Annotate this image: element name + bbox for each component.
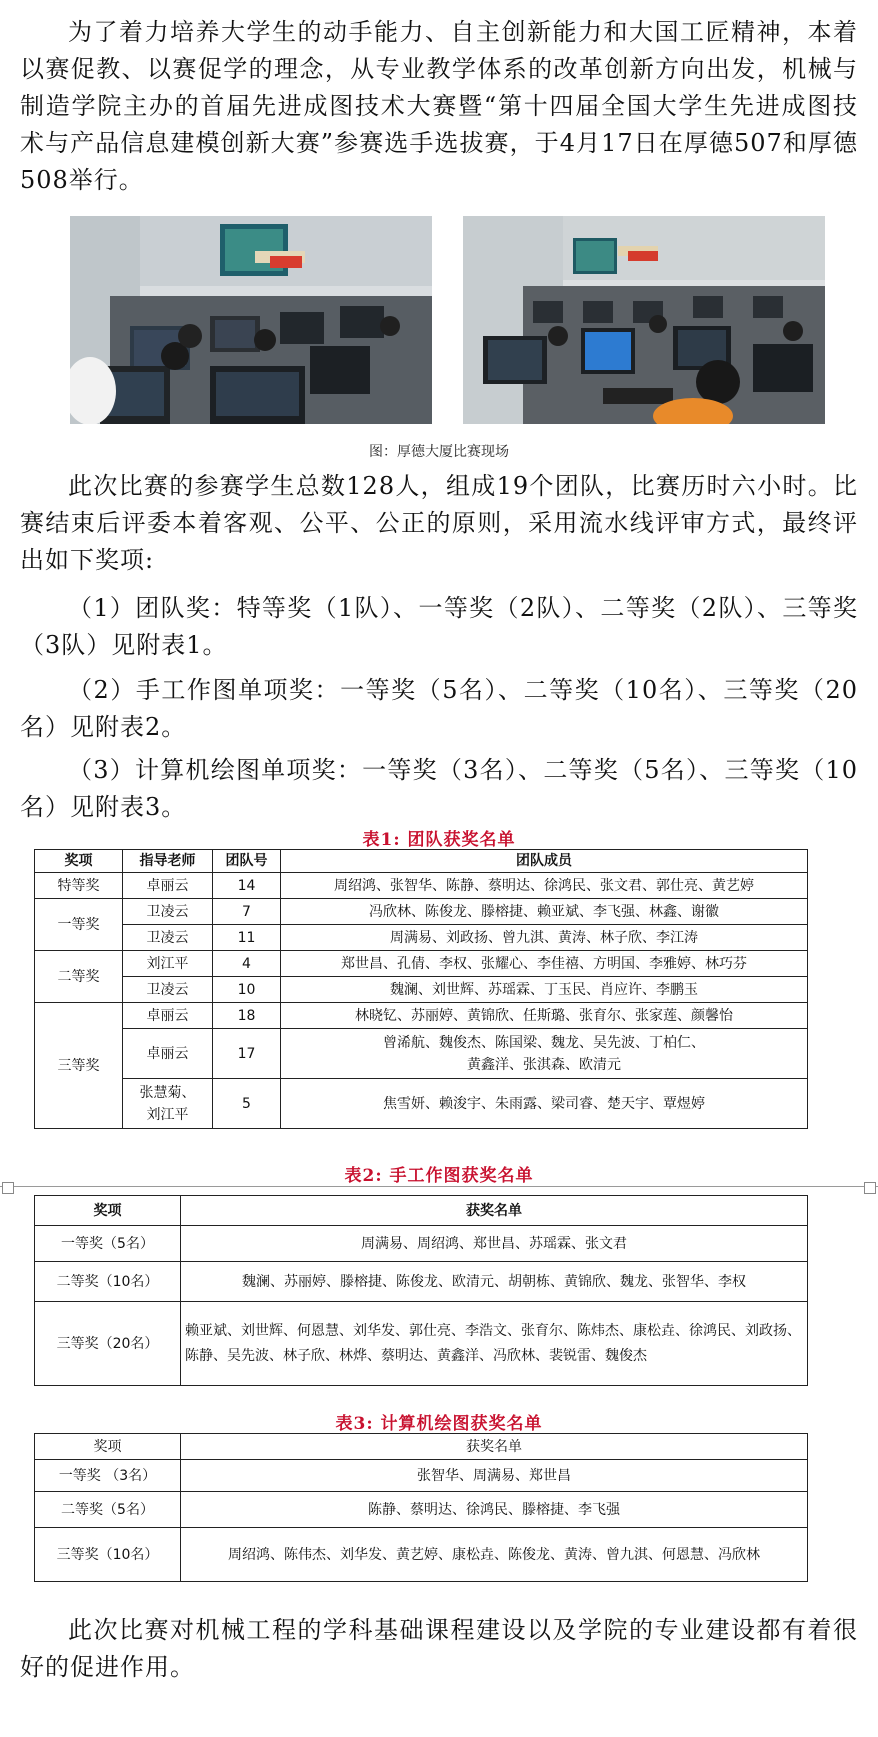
table1-caption: 表1: 团队获奖名单 [362,830,516,850]
award-cell: 一等奖 （3名） [35,1460,181,1492]
members-cell: 周满易、刘政扬、曾九淇、黄涛、林子欣、李江涛 [281,925,808,951]
manual-drawing-award-table [34,1195,808,1386]
competition-photo-2 [463,216,825,424]
header-award: 奖项 [35,1196,181,1226]
table-row [35,1460,808,1492]
award-cell: 一等奖（5名） [35,1226,181,1262]
members-cell: 林晓钇、苏丽婷、黄锦欣、任斯璐、张育尔、张家莲、颜馨怡 [281,1003,808,1029]
award-cell: 三等奖 [35,1003,123,1129]
table2-caption: 表2: 手工作图获奖名单 [344,1166,534,1186]
competition-photo-1 [70,216,432,424]
members-cell: 冯欣林、陈俊龙、滕榕捷、赖亚斌、李飞强、林鑫、谢徽 [281,899,808,925]
table-row [35,1003,808,1029]
teacher-cell: 卓丽云 [123,1029,213,1079]
conclusion-paragraph: 此次比赛对机械工程的学科基础课程建设以及学院的专业建设都有着很好的促进作用。 [20,1616,858,1681]
table-row [35,1528,808,1582]
header-names: 获奖名单 [181,1434,808,1460]
members-line-1: 曾浠航、魏俊杰、陈国梁、魏龙、吴先波、丁柏仁、 [383,1034,705,1051]
table-row [35,925,808,951]
teacher-cell: 刘江平 [123,951,213,977]
award-cell: 特等奖 [35,873,123,899]
computer-drawing-award-table [34,1433,808,1582]
table-row [35,1029,808,1079]
table-row [35,1492,808,1528]
table-row [35,1226,808,1262]
teacher-cell: 卓丽云 [123,1003,213,1029]
header-award: 奖项 [35,850,123,873]
right-margin-marker [864,1182,876,1194]
table3-caption: 表3: 计算机绘图获奖名单 [335,1414,543,1434]
table-row [35,899,808,925]
award-item-team: （1）团队奖：特等奖（1队）、一等奖（2队）、二等奖（2队）、三等奖（3队）见附表1。 [20,594,858,659]
team-number-cell: 11 [213,925,281,951]
names-cell: 赖亚斌、刘世辉、何恩慧、刘华发、郭仕亮、李浩文、张育尔、陈炜杰、康松垚、徐鸿民、刘政扬、陈静、吴先波、林子欣、林烨、蔡明达、黄鑫洋、冯欣林、裴锐雷、魏俊杰 [181,1302,808,1386]
header-members: 团队成员 [281,850,808,873]
table-header-row [35,1196,808,1226]
team-number-cell: 5 [213,1079,281,1129]
header-team-number: 团队号 [213,850,281,873]
table-header-row [35,850,808,873]
teacher-cell: 卫凌云 [123,977,213,1003]
header-award: 奖项 [35,1434,181,1460]
photo-caption: 图：厚德大厦比赛现场 [369,444,509,460]
award-cell: 二等奖 [35,951,123,1003]
members-cell: 焦雪妍、赖浚宇、朱雨露、梁司睿、楚天宇、覃煜婷 [281,1079,808,1129]
table-row [35,873,808,899]
names-cell: 陈静、蔡明达、徐鸿民、滕榕捷、李飞强 [181,1492,808,1528]
teacher-line-2: 刘江平 [146,1106,189,1123]
names-cell: 周绍鸿、陈伟杰、刘华发、黄艺婷、康松垚、陈俊龙、黄涛、曾九淇、何恩慧、冯欣林 [181,1528,808,1582]
members-cell: 周绍鸿、张智华、陈静、蔡明达、徐鸿民、张文君、郭仕亮、黄艺婷 [281,873,808,899]
left-margin-marker [2,1182,14,1194]
team-number-cell: 7 [213,899,281,925]
table-row [35,1302,808,1386]
teacher-cell: 卫凌云 [123,925,213,951]
names-cell: 魏澜、苏丽婷、滕榕捷、陈俊龙、欧清元、胡朝栋、黄锦欣、魏龙、张智华、李权 [181,1262,808,1302]
team-number-cell: 14 [213,873,281,899]
members-cell: 魏澜、刘世辉、苏瑶霖、丁玉民、肖应许、李鹏玉 [281,977,808,1003]
table-row [35,1079,808,1129]
team-number-cell: 10 [213,977,281,1003]
award-cell: 三等奖（10名） [35,1528,181,1582]
summary-paragraph: 此次比赛的参赛学生总数128人，组成19个团队，比赛历时六小时。比赛结束后评委本着客观、公平、公正的原则，采用流水线评审方式，最终评出如下奖项: [20,472,858,574]
award-cell: 一等奖 [35,899,123,951]
teacher-cell [123,1079,213,1129]
teacher-cell: 卓丽云 [123,873,213,899]
teacher-cell: 卫凌云 [123,899,213,925]
team-number-cell: 18 [213,1003,281,1029]
team-number-cell: 17 [213,1029,281,1079]
members-line-2: 黄鑫洋、张淇森、欧清元 [467,1056,621,1073]
names-cell: 周满易、周绍鸿、郑世昌、苏瑶霖、张文君 [181,1226,808,1262]
header-names: 获奖名单 [181,1196,808,1226]
award-item-manual-drawing: （2）手工作图单项奖：一等奖（5名）、二等奖（10名）、三等奖（20名）见附表2。 [20,676,858,741]
award-cell: 三等奖（20名） [35,1302,181,1386]
names-cell: 张智华、周满易、郑世昌 [181,1460,808,1492]
intro-paragraph: 为了着力培养大学生的动手能力、自主创新能力和大国工匠精神，本着以赛促教、以赛促学的理念，从专业教学体系的改革创新方向出发，机械与制造学院主办的首届先进成图技术大赛暨“第十四届全国大学生先进成图技术与产品信息建模创新大赛”参赛选手选拔赛，于4月17日在厚德507和厚德508举行。 [20,18,858,194]
page-divider [0,1186,878,1187]
award-cell: 二等奖（5名） [35,1492,181,1528]
teacher-line-1: 张慧菊、 [139,1084,196,1101]
table-row [35,951,808,977]
table-header-row [35,1434,808,1460]
members-cell: 郑世昌、孔倩、李权、张耀心、李佳禧、方明国、李雅婷、林巧芬 [281,951,808,977]
table-row [35,977,808,1003]
header-teacher: 指导老师 [123,850,213,873]
award-item-computer-drawing: （3）计算机绘图单项奖：一等奖（3名）、二等奖（5名）、三等奖（10名）见附表3。 [20,756,858,821]
award-cell: 二等奖（10名） [35,1262,181,1302]
team-award-table [34,849,808,1129]
members-cell [281,1029,808,1079]
team-number-cell: 4 [213,951,281,977]
table-row [35,1262,808,1302]
